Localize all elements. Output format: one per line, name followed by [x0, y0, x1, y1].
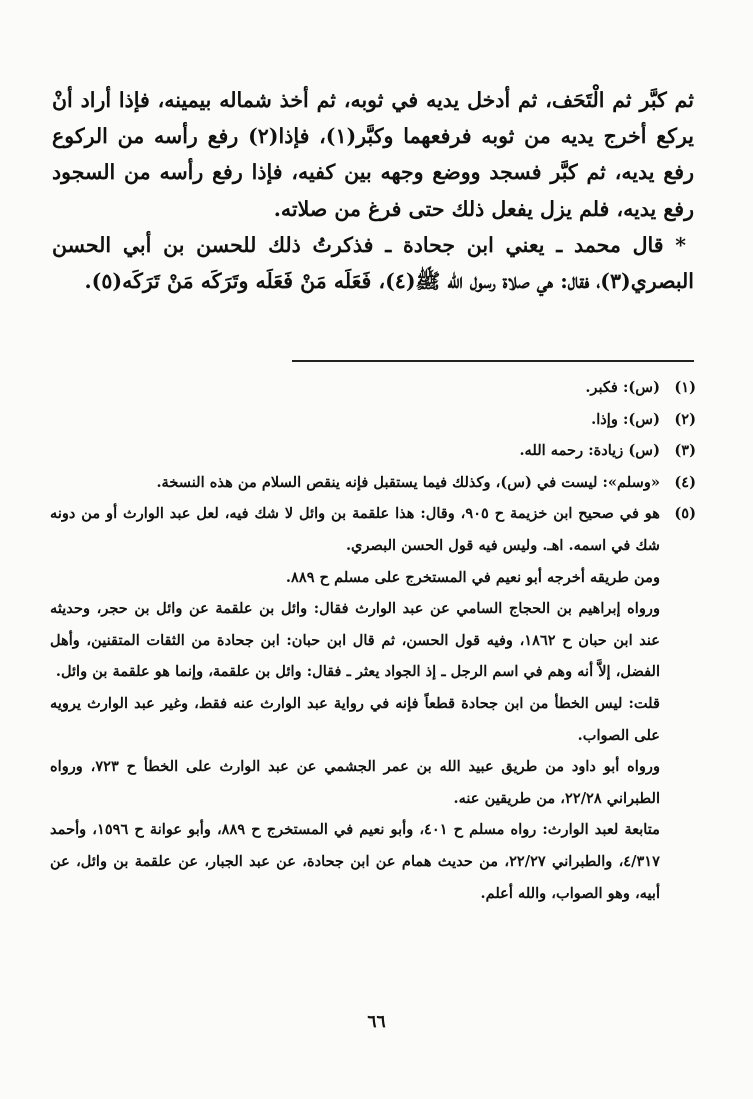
footnote-number: (٣): [674, 442, 696, 460]
main-paragraph: ثم كبَّر ثم الْتَحَف، ثم أدخل يديه في ثوبه، ثم أخذ شماله بيمينه، فإذا أراد أنْ يركع أخرج يديه من ثوبه فرفعهما وكبَّر(١)، فإذا(٢) رفع رأسه من الركوع رفع يديه، ثم كبَّر فسجد ووضع وجهه بين كفيه، فإذا رفع رأسه من السجود رفع يديه، فلم يزل يفعل ذلك حتى فرغ من صلاته.: [52, 88, 694, 221]
footnote-continuation: [50, 562, 660, 910]
footnote-separator: [292, 360, 694, 362]
footnote-text: هو في صحيح ابن خزيمة ح ٩٠٥، وقال: هذا علقمة بن وائل لا شك فيه، لعل عبد الوارث أو من دونه شك في اسمه. اهـ. وليس فيه قول الحسن البصري.: [50, 505, 660, 554]
footnote: [50, 467, 696, 499]
footnote-text: «وسلم»: ليست في (س)، وكذلك فيما يستقبل فإنه ينقص السلام من هذه النسخة.: [156, 473, 660, 491]
footnote-text: (س): وإذا.: [591, 410, 660, 428]
footnote-text: (س): فكبر.: [585, 379, 660, 396]
footnote-paragraph: ورواه أبو داود من طريق عبيد الله بن عمر الجشمي عن عبد الوارث على الخطأ ح ٧٢٣، ورواه الطبراني ٢٢/٢٨، من طريقين عنه.: [50, 758, 660, 807]
footnote-paragraph: ورواه إبراهيم بن الحجاج السامي عن عبد الوارث فقال: وائل بن علقمة عن وائل بن حجر، وحديثه عند ابن حبان ح ١٨٦٢، وفيه قول الحسن، ثم قال ابن حبان: ابن جحادة من الثقات المتقنين، وأهل الفضل، إلاَّ أنه وهم في اسم الرجل ـ إذ الجواد يعثر ـ فقال: وائل بن علقمة، وإنما هو علقمة بن وائل.: [50, 600, 660, 681]
footnote: [50, 372, 696, 404]
footnote: [50, 435, 696, 467]
footnote-number: (٤): [674, 473, 696, 491]
footnote-number: (٢): [674, 410, 696, 428]
footnote-paragraph: متابعة لعبد الوارث: رواه مسلم ح ٤٠١، وأبو نعيم في المستخرج ح ٨٨٩، وأبو عوانة ح ١٥٩٦، وأحمد ٤/٣١٧، والطبراني ٢٢/٢٧، من حديث همام عن ابن جحادة، عن عبد الجبار، عن علقمة بن وائل، عن أبيه، وهو الصواب، والله أعلم.: [50, 821, 660, 902]
footnote: [50, 498, 696, 561]
page-number: ٦٦: [367, 1012, 386, 1032]
main-text: [52, 82, 694, 299]
footnote-text: (س) زيادة: رحمه الله.: [519, 442, 660, 460]
footnote: [50, 404, 696, 436]
footnote-number: (١): [674, 379, 696, 396]
main-paragraph: * قال محمد ـ يعني ابن جحادة ـ فذكرتُ ذلك للحسن بن أبي الحسن البصري(٣)، فقال: هي صلاة رسول الله ﷺ(٤)، فَعَلَه مَنْ فَعَلَه وتَرَكَه مَنْ تَرَكَه(٥).: [52, 232, 694, 294]
footnote-paragraph: قلت: ليس الخطأ من ابن جحادة قطعاً فإنه في رواية عبد الوارث عنه فقط، وغير عبد الوارث يرويه على الصواب.: [50, 694, 660, 744]
footnote-paragraph: ومن طريقه أخرجه أبو نعيم في المستخرج على مسلم ح ٨٨٩.: [285, 568, 660, 586]
footnote-number: (٥): [674, 505, 696, 523]
footnotes: [50, 372, 696, 909]
